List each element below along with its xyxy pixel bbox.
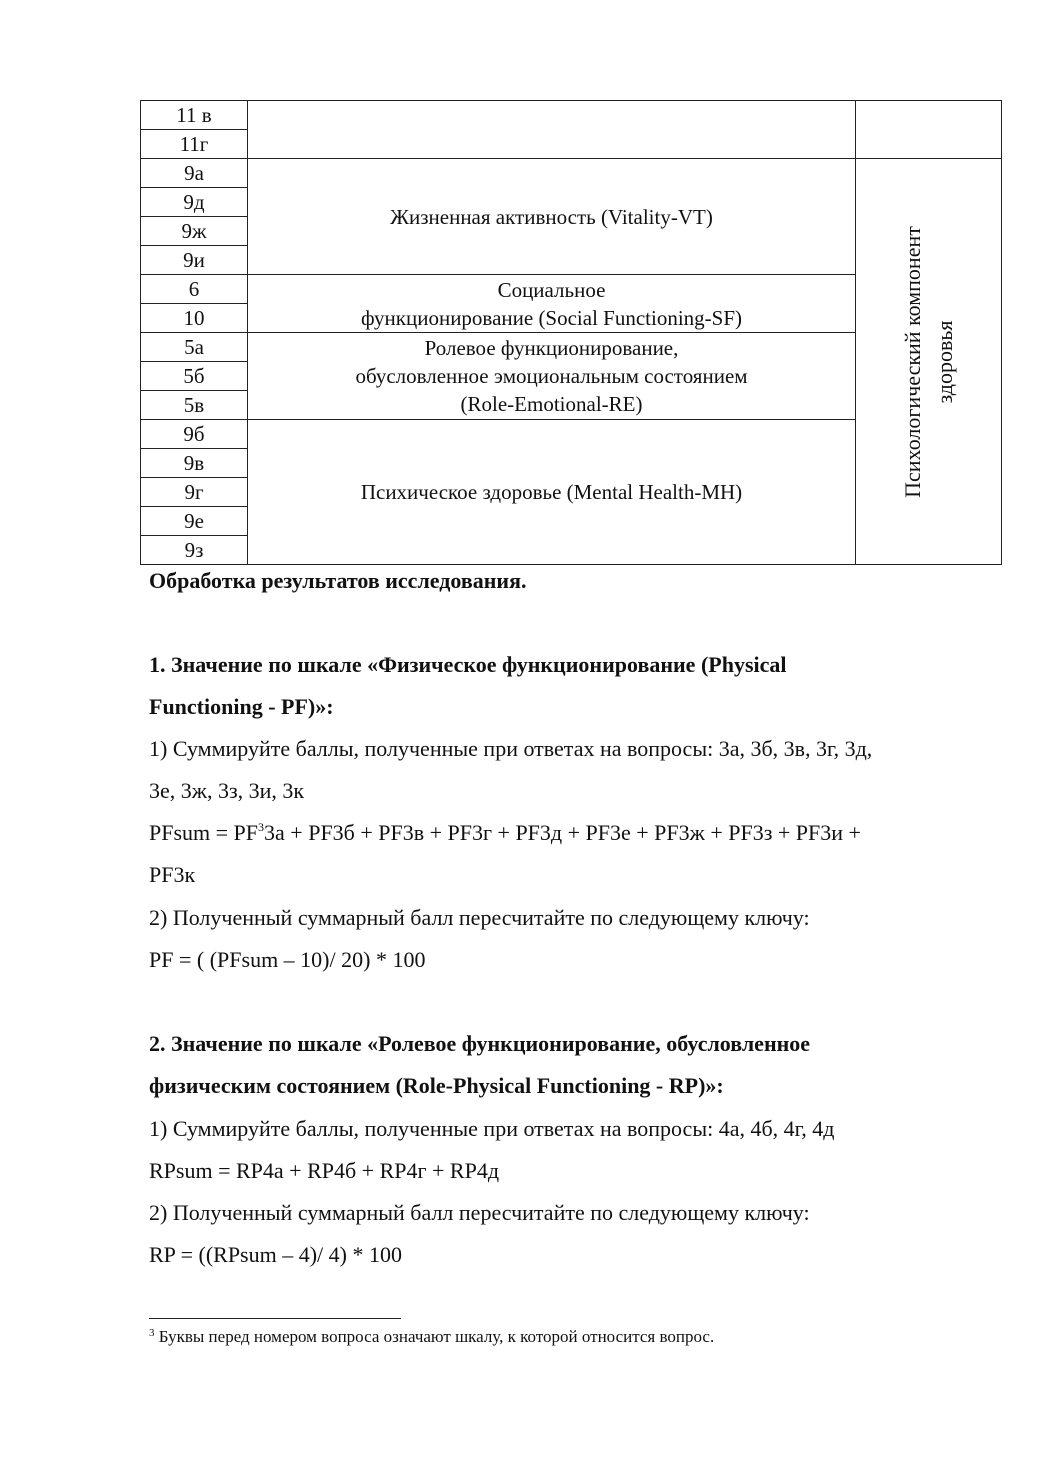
pf-formula: [149, 820, 861, 846]
rp-formula: RPsum = RP4a + RP4б + RP4г + RP4д: [149, 1158, 500, 1183]
pf-step1-line1: 1) Суммируйте баллы, полученные при ответах на вопросы: 3а, 3б, 3в, 3г, 3д,: [149, 736, 873, 761]
rp-step2: 2) Полученный суммарный балл пересчитайте по следующему ключу:: [149, 1200, 810, 1225]
footnote-separator: [149, 1318, 401, 1319]
scale-role-emotional: [248, 333, 856, 420]
pf-key: PF = ( (PFsum – 10)/ 20) * 100: [149, 947, 426, 972]
pf-formula-rest: 3а + PF3б + PF3в + PF3г + PF3д + PF3е + PF3ж + PF3з + PF3и +: [264, 820, 861, 845]
question-cell: 11 в: [141, 101, 248, 130]
question-cell: 9б: [141, 420, 248, 449]
question-cell: 9в: [141, 449, 248, 478]
component-cell: [856, 159, 1002, 565]
pf-step1-line2: 3е, 3ж, 3з, 3и, 3к: [149, 778, 305, 803]
question-cell: 6: [141, 275, 248, 304]
scales-table: [140, 100, 1002, 565]
rp-heading-line2: физическим состоянием (Role-Physical Functioning - RP)»:: [149, 1073, 724, 1098]
component-label: [897, 226, 961, 498]
scale-social: [248, 275, 856, 333]
question-cell: 9г: [141, 478, 248, 507]
scale-vitality-label: Жизненная активность (Vitality-VT): [390, 204, 713, 229]
scale-role-emotional-line2: обусловленное эмоциональным состоянием: [355, 364, 748, 388]
component-cell-empty: [856, 101, 1002, 159]
section-heading: Обработка результатов исследования.: [149, 568, 527, 593]
scale-mental-health-label: Психическое здоровье (Mental Health-MH): [360, 480, 743, 504]
question-cell: 5б: [141, 362, 248, 391]
scale-cell-empty: [248, 101, 856, 159]
question-cell: 9и: [141, 246, 248, 275]
pf-formula-line2: PF3к: [149, 862, 196, 887]
question-cell: 5а: [141, 333, 248, 362]
question-cell: 5в: [141, 391, 248, 420]
component-label-line2: здоровья: [931, 319, 957, 404]
question-cell: 9ж: [141, 217, 248, 246]
pf-formula-prefix: PFsum = PF: [149, 820, 259, 845]
question-cell: 9д: [141, 188, 248, 217]
footnote-number: 3: [149, 1327, 155, 1339]
component-label-line1: Психологический компонент: [899, 225, 925, 498]
rp-heading-line1: 2. Значение по шкале «Ролевое функционирование, обусловленное: [149, 1031, 811, 1056]
scale-social-line2: функционирование (Social Functioning-SF): [360, 305, 743, 330]
scale-role-emotional-line1: Ролевое функционирование,: [424, 336, 679, 360]
rp-step1: 1) Суммируйте баллы, полученные при ответах на вопросы: 4а, 4б, 4г, 4д: [149, 1116, 835, 1141]
question-cell: 9е: [141, 507, 248, 536]
pf-heading-line1: 1. Значение по шкале «Физическое функционирование (Physical: [149, 652, 787, 677]
footnote-text: Буквы перед номером вопроса означают шкалу, к которой относится вопрос.: [154, 1327, 715, 1346]
pf-step2: 2) Полученный суммарный балл пересчитайте по следующему ключу:: [149, 905, 810, 930]
question-cell: 10: [141, 304, 248, 333]
question-cell: 9з: [141, 536, 248, 565]
scale-social-line1: Социальное: [497, 277, 606, 302]
scale-mental-health: [248, 420, 856, 565]
footnote: [149, 1327, 714, 1347]
question-cell: 9а: [141, 159, 248, 188]
rp-key: RP = ((RPsum – 4)/ 4) * 100: [149, 1242, 402, 1267]
pf-heading-line2: Functioning - PF)»:: [149, 694, 334, 719]
scale-role-emotional-line3: (Role-Emotional-RE): [460, 392, 643, 416]
footnote-ref[interactable]: 3: [258, 820, 265, 834]
scale-vitality: [248, 159, 856, 275]
question-cell: 11г: [141, 130, 248, 159]
